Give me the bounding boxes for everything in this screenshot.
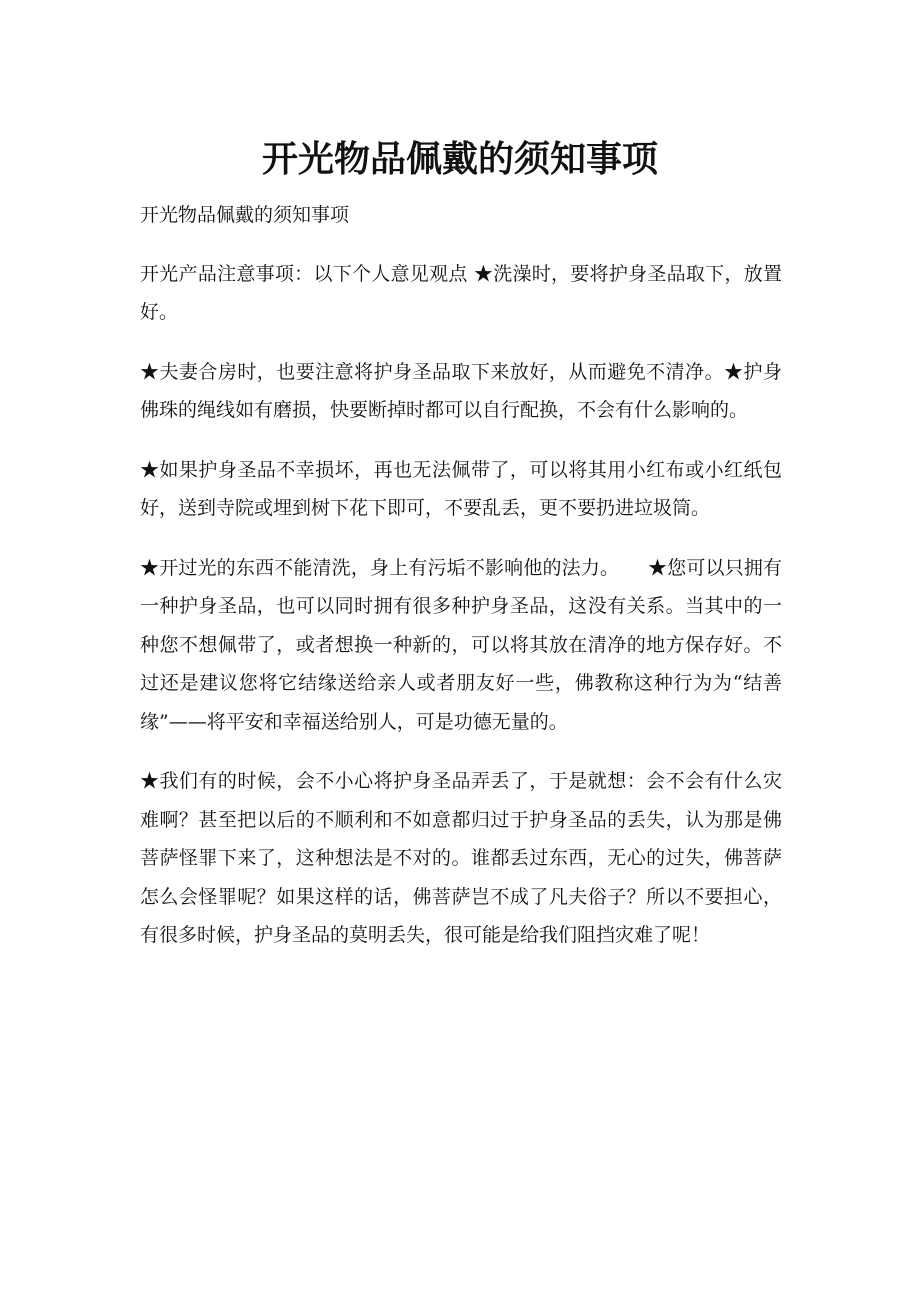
paragraph-1: 开光产品注意事项：以下个人意见观点 ★洗澡时，要将护身圣品取下，放置好。 — [140, 262, 782, 323]
paragraph-3: ★如果护身圣品不幸损坏，再也无法佩带了，可以将其用小红布或小红纸包好，送到寺院或埋到树下花下即可，不要乱丢，更不要扔进垃圾筒。 — [140, 458, 782, 519]
document-title: 开光物品佩戴的须知事项 — [261, 138, 658, 181]
paragraph-2: ★夫妻合房时，也要注意将护身圣品取下来放好，从而避免不清净。★护身佛珠的绳线如有磨损，快要断掉时都可以自行配换，不会有什么影响的。 — [140, 360, 782, 421]
document-subtitle: 开光物品佩戴的须知事项 — [140, 204, 350, 226]
paragraph-5: ★我们有的时候，会不小心将护身圣品弄丢了，于是就想：会不会有什么灾难啊？甚至把以后的不顺利和不如意都归过于护身圣品的丢失，认为那是佛菩萨怪罪下来了，这种想法是不对的。谁都丢过东西，无心的过失，佛菩萨怎么会怪罪呢？如果这样的话，佛菩萨岂不成了凡夫俗子？所以不要担心，有很多时候，护身圣品的莫明丢失，很可能是给我们阻挡灾难了呢！ — [140, 770, 782, 946]
paragraph-4: ★开过光的东西不能清洗，身上有污垢不影响他的法力。 ★您可以只拥有一种护身圣品，也可以同时拥有很多种护身圣品，这没有关系。当其中的一种您不想佩带了，或者想换一种新的，可以将其放在清净的地方保存好。不过还是建议您将它结缘送给亲人或者朋友好一些，佛教称这种行为为“结善缘”——将平安和幸福送给别人，可是功德无量的。 — [140, 556, 782, 733]
document-body — [140, 196, 782, 976]
